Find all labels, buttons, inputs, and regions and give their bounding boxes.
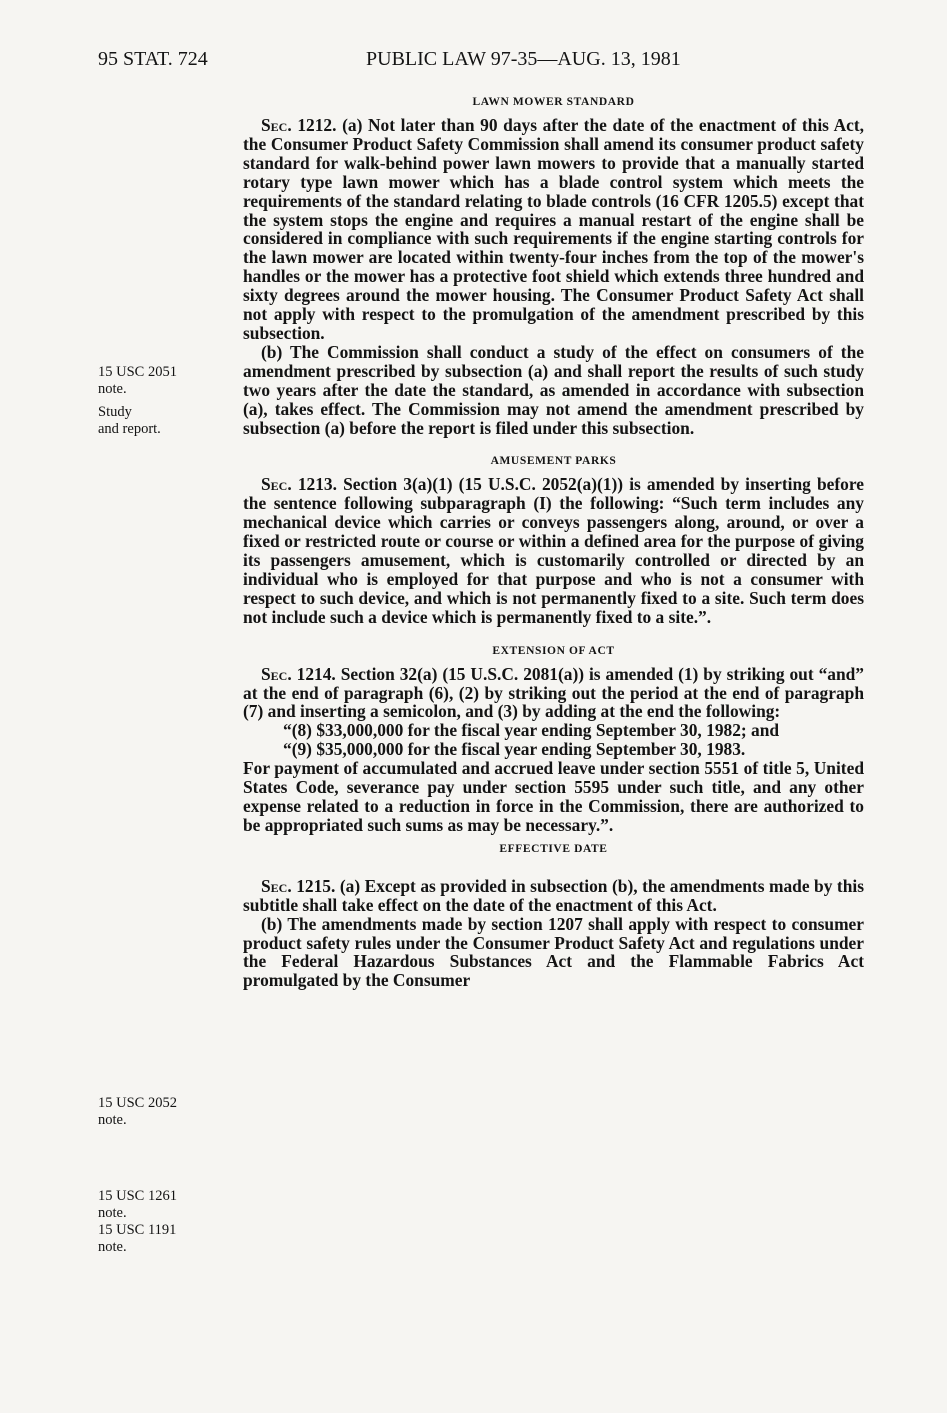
margin-note-line: note.: [98, 381, 127, 397]
quoted-paragraph-9: “(9) $35,000,000 for the fiscal year ending September 30, 1983.: [283, 739, 746, 760]
running-title: PUBLIC LAW 97-35—AUG. 13, 1981: [366, 48, 681, 70]
margin-note-usc-2052: [98, 1095, 177, 1129]
section-1215-a: [243, 877, 864, 915]
sec-label: Sec.: [261, 663, 292, 684]
margin-note-line: Study: [98, 404, 132, 420]
margin-note-line: 15 USC 1191: [98, 1222, 177, 1238]
section-heading-lawn-mower: LAWN MOWER STANDARD: [472, 96, 635, 108]
section-1213: [243, 475, 864, 626]
margin-note-line: 15 USC 2052: [98, 1095, 177, 1111]
section-1215-b: (b) The amendments made by section 1207 shall apply with respect to consumer product safety rules under the Consumer Product Safety Act and regulations under the Federal Hazardous Substances Act and the Flammable Fabrics Act promulgated by the Consumer: [243, 913, 864, 991]
margin-note-study: [98, 404, 161, 438]
margin-note-line: note.: [98, 1205, 127, 1221]
section-1215-a-text: 1215. (a) Except as provided in subsection (b), the amendments made by this subtitle shall take effect on the date of the enactment of this Act.: [243, 875, 864, 915]
margin-note-usc-1261: [98, 1188, 177, 1256]
margin-note-usc-2051: [98, 364, 177, 398]
sec-label: Sec.: [261, 115, 292, 135]
margin-note-line: note.: [98, 1239, 127, 1255]
sec-label: Sec.: [261, 875, 292, 896]
margin-note-line: note.: [98, 1112, 127, 1128]
section-1214-text: 1214. Section 32(a) (15 U.S.C. 2081(a)) is amended (1) by striking out “and” at the end of paragraph (6), (2) by striking out the period at the end of paragraph (7) and inserting a semicolon, and (3) by adding at the end the following:: [243, 663, 864, 722]
section-1214-tail: For payment of accumulated and accrued leave under section 5551 of title 5, United States Code, severance pay under section 5595 under such title, and any other expense related to a reduction in force in the Commission, there are authorized to be appropriated such sums as may be necessary.”.: [243, 758, 864, 835]
section-1212-a-text: 1212. (a) Not later than 90 days after the date of the enactment of this Act, the Consumer Product Safety Commission shall amend its consumer product safety standard for walk-behind power lawn mowers to provide that a manually started rotary type lawn mower which has a blade control system which meets the requirements of the standard relating to blade controls (16 CFR 1205.5) except that the system stops the engine and requires a manual restart of the engine shall be considered in compliance with such requirements if the engine starting controls for the lawn mower are located within twenty-four inches from the top of the mower's handles or the mower has a protective foot shield which extends three hundred and sixty degrees around the mower housing. The Consumer Product Safety Act shall not apply with respect to the promulgation of the amendment prescribed by this subsection.: [243, 115, 864, 343]
margin-note-line: and report.: [98, 421, 161, 437]
section-1213-text: 1213. Section 3(a)(1) (15 U.S.C. 2052(a)(1)) is amended by inserting before the sentence following subparagraph (I) the following: “Such term includes any mechanical device which carries or conveys passengers along, around, or over a fixed or restricted route or course or within a defined area for the purpose of giving its passengers amusement, which is customarily controlled or directed by an individual who is employed for that purpose and who is not a consumer with respect to such device, and which is not permanently fixed to a site. Such term does not include such a device which is permanently fixed to a site.”.: [243, 474, 864, 627]
sec-label: Sec.: [261, 474, 292, 495]
stat-page-number: 95 STAT. 724: [98, 48, 208, 70]
section-1214: [243, 665, 864, 722]
body-text: [243, 94, 864, 990]
section-1212-a: [243, 116, 864, 343]
margin-note-line: 15 USC 2051: [98, 364, 177, 380]
quoted-paragraph-8: “(8) $33,000,000 for the fiscal year ending September 30, 1982; and: [283, 720, 780, 741]
section-heading-effective-date: EFFECTIVE DATE: [499, 842, 608, 855]
section-1212-b: (b) The Commission shall conduct a study of the effect on consumers of the amendment prescribed by subsection (a) and shall report the results of such study two years after the date the standard, as amended in accordance with subsection (a), takes effect. The Commission may not amend the amendment prescribed by subsection (a) before the report is filed under this subsection.: [243, 341, 864, 438]
margin-note-line: 15 USC 1261: [98, 1188, 177, 1204]
section-heading-extension: EXTENSION OF ACT: [492, 644, 615, 657]
section-heading-amusement-parks: AMUSEMENT PARKS: [490, 455, 617, 468]
page-header: [98, 44, 740, 78]
